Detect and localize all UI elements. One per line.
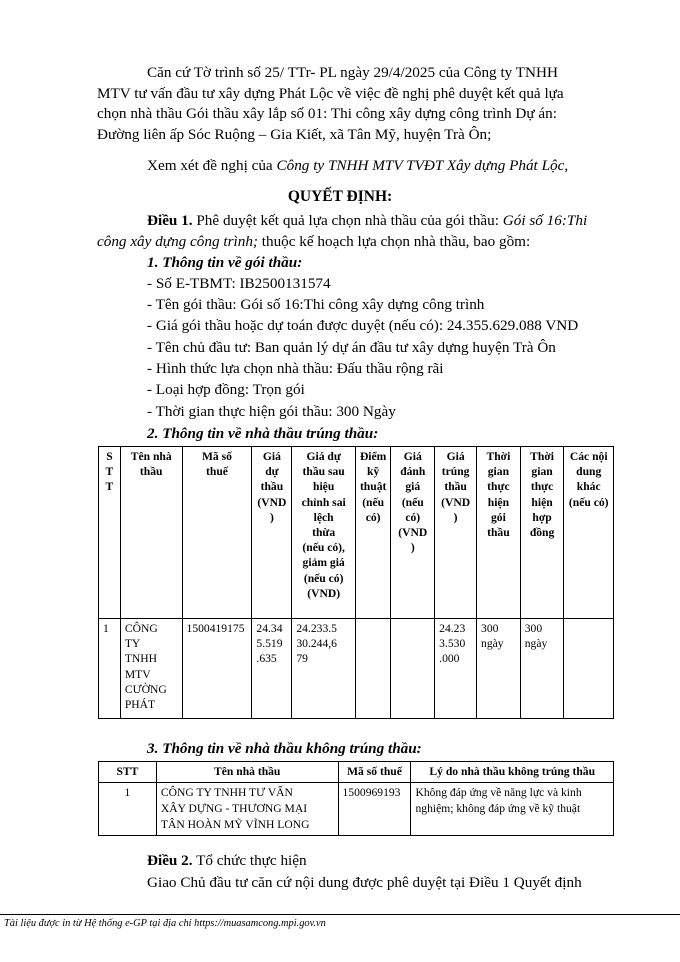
section3-title: 3. Thông tin về nhà thầu không trúng thầu:: [147, 740, 422, 757]
section1-item: - Tên chủ đầu tư: Ban quản lý dự án đầu tư xây dựng huyện Trà Ôn: [147, 339, 556, 356]
article2-line: [147, 851, 307, 871]
cell-tax-code: 1500969193: [338, 783, 411, 836]
header-cell: Các nội dung khác (nếu có): [564, 447, 614, 619]
footer-divider: [0, 914, 680, 915]
cell-eval-price: [391, 619, 435, 719]
article1-text: Phê duyệt kết quả lựa chọn nhà thầu của gói thầu:: [192, 212, 503, 229]
article2-next-line: Giao Chủ đầu tư căn cứ nội dung được phê duyệt tại Điều 1 Quyết định: [147, 874, 582, 891]
article1-line-2: [97, 232, 530, 252]
header-cell: Giá trúng thầu (VND ): [435, 447, 477, 619]
header-cell: Giá dự thầu sau hiệu chỉnh sai lệch thừa (nếu có), giảm giá (nếu có) (VND): [292, 447, 356, 619]
article1-line-1: [147, 211, 587, 231]
losing-bidder-table: [98, 761, 614, 836]
intro-line-1: Căn cứ Tờ trình số 25/ TTr- PL ngày 29/4/2025 của Công ty TNHH: [147, 64, 558, 81]
header-cell: Giá dự thầu (VND ): [252, 447, 292, 619]
intro-paragraph: [97, 63, 617, 145]
winning-bidder-table: [98, 446, 614, 719]
decision-heading: QUYẾT ĐỊNH:: [287, 188, 393, 205]
article1-label: Điều 1.: [147, 212, 193, 229]
consider-company: Công ty TNHH MTV TVĐT Xây dựng Phát Lộc,: [276, 157, 569, 174]
section1-item: - Hình thức lựa chọn nhà thầu: Đấu thầu rộng rãi: [147, 360, 444, 377]
section1-item: - Thời gian thực hiện gói thầu: 300 Ngày: [147, 403, 396, 420]
cell-adjusted-price: 24.233.5 30.244,6 79: [292, 619, 356, 719]
section1-item: - Số E-TBMT: IB2500131574: [147, 275, 331, 292]
article2-text: Tổ chức thực hiện: [192, 852, 307, 869]
header-cell: Tên nhà thầu: [120, 447, 182, 619]
header-cell: Thời gian thực hiện gói thầu: [477, 447, 521, 619]
table-row: [99, 619, 614, 719]
header-cell: Lý do nhà thầu không trúng thầu: [411, 762, 614, 783]
cell-reason: Không đáp ứng về năng lực và kinh nghiệm; không đáp ứng về kỹ thuật: [411, 783, 614, 836]
cell-stt: 1: [99, 783, 157, 836]
losing-table-header-row: [99, 762, 614, 783]
intro-line-3: chọn nhà thầu Gói thầu xây lắp số 01: Thi công xây dựng công trình Dự án:: [97, 105, 557, 123]
cell-bid-price: 24.34 5.519 .635: [252, 619, 292, 719]
cell-winning-price: 24.23 3.530 .000: [435, 619, 477, 719]
cell-tax-code: 1500419175: [182, 619, 252, 719]
article2-label: Điều 2.: [147, 852, 193, 869]
article1-package-name-cont: công xây dựng công trình;: [97, 233, 258, 250]
header-cell: S T T: [99, 447, 121, 619]
header-cell: Tên nhà thầu: [156, 762, 338, 783]
section2-title: 2. Thông tin về nhà thầu trúng thầu:: [147, 425, 379, 442]
cell-tech-score: [355, 619, 390, 719]
cell-package-time: 300 ngày: [477, 619, 521, 719]
consider-line: [147, 156, 568, 176]
header-cell: STT: [99, 762, 157, 783]
winning-table-header-row: [99, 447, 614, 619]
section1-item: - Loại hợp đồng: Trọn gói: [147, 381, 305, 398]
cell-stt: 1: [99, 619, 121, 719]
header-cell: Mã số thuế: [182, 447, 252, 619]
header-cell: Thời gian thực hiện hợp đồng: [520, 447, 564, 619]
header-cell: Giá đánh giá (nếu có) (VND ): [391, 447, 435, 619]
consider-prefix: Xem xét đề nghị của: [147, 157, 277, 174]
section1-title: 1. Thông tin về gói thầu:: [147, 254, 303, 271]
cell-bidder-name: CÔNG TY TNHH TƯ VẤN XÂY DỰNG - THƯƠNG MẠI TÂN HOÀN MỸ VĨNH LONG: [156, 783, 338, 836]
intro-line-4: Đường liên ấp Sóc Ruộng – Gia Kiết, xã Tân Mỹ, huyện Trà Ôn;: [97, 125, 492, 143]
article1-package-name: Gói số 16:Thi: [502, 212, 588, 229]
cell-contract-time: 300 ngày: [520, 619, 564, 719]
footer-note: Tài liệu được in từ Hệ thống e-GP tại địa chỉ https://muasamcong.mpi.gov.vn: [4, 918, 326, 929]
section1-item: - Giá gói thầu hoặc dự toán được duyệt (nếu có): 24.355.629.088 VND: [147, 317, 579, 334]
header-cell: Điểm kỹ thuật (nếu có): [355, 447, 390, 619]
table-row: [99, 783, 614, 836]
cell-bidder-name: CÔNG TY TNHH MTV CƯỜNG PHÁT: [120, 619, 182, 719]
article1-text-cont: thuộc kế hoạch lựa chọn nhà thầu, bao gồm:: [257, 233, 531, 250]
intro-line-2: MTV tư vấn đầu tư xây dựng Phát Lộc về việc đề nghị phê duyệt kết quả lựa: [97, 84, 564, 102]
cell-other: [564, 619, 614, 719]
section1-item: - Tên gói thầu: Gói số 16:Thi công xây dựng công trình: [147, 296, 485, 313]
header-cell: Mã số thuế: [338, 762, 411, 783]
